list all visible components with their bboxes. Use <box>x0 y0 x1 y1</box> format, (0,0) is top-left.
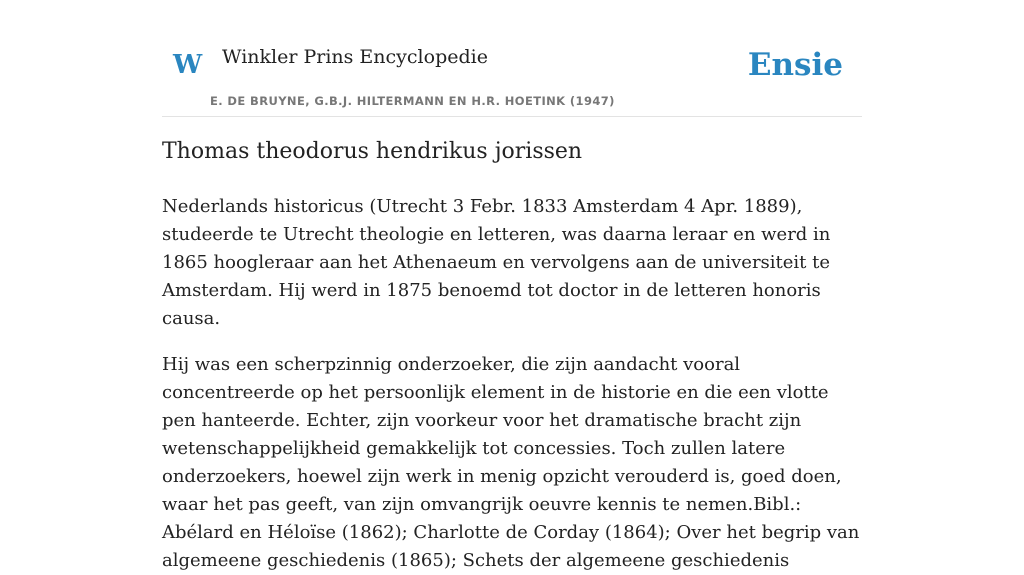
article <box>162 138 862 575</box>
ensie-brand-link[interactable]: Ensie <box>747 47 843 83</box>
article-paragraph: Nederlands historicus (Utrecht 3 Febr. 1833 Amsterdam 4 Apr. 1889), studeerde te Utrecht theologie en letteren, was daarna leraar en werd in 1865 hoogleraar aan het Athenaeum en vervolgens aan de universiteit te Amsterdam. Hij werd in 1875 benoemd tot doctor in de letteren honoris causa. <box>162 195 831 329</box>
article-title: Thomas theodorus hendrikus jorissen <box>162 139 583 164</box>
publication-logo[interactable]: W <box>173 50 203 80</box>
article-paragraph: Hij was een scherpzinnig onderzoeker, die zijn aandacht vooral concentreerde op het persoonlijk element in de historie en die een vlotte pen hanteerde. Echter, zijn voorkeur voor het dramatische bracht zijn wetenschappelijkheid gemakkelijk tot concessies. Toch zullen latere onderzoekers, hoewel zijn werk in menig opzicht verouderd is, goed doen, waar het pas geeft, van zijn omvangrijk oeuvre kennis te nemen.Bibl.: Abélard en Héloïse (1862); Charlotte de Corday (1864); Over het begrip van algemeene geschiedenis (1865); Schets der algemeene geschiedenis <box>162 353 860 571</box>
publication-title[interactable]: Winkler Prins Encyclopedie <box>222 46 488 68</box>
publication-authors: E. DE BRUYNE, G.B.J. HILTERMANN EN H.R. HOETINK (1947) <box>210 94 615 108</box>
site-header <box>162 0 862 117</box>
